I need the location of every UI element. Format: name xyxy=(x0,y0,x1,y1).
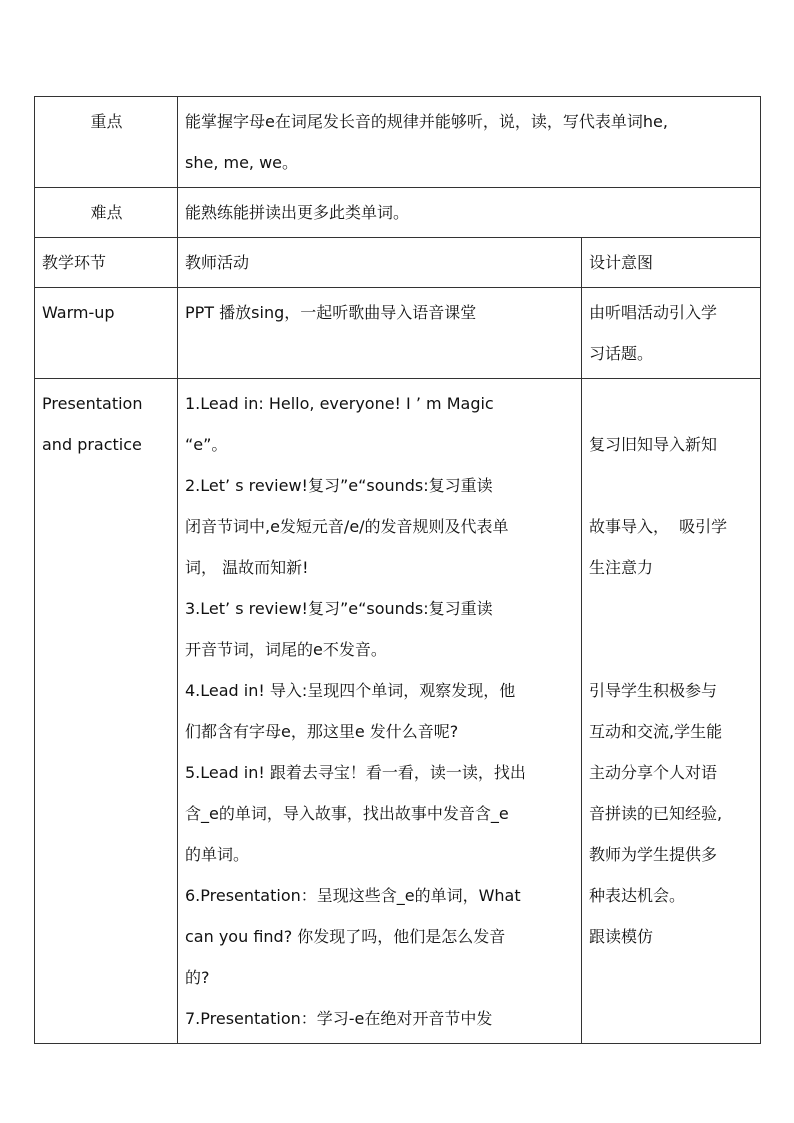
presentation-intent xyxy=(582,379,761,1044)
warmup-intent-line: 习话题。 xyxy=(589,344,654,363)
intent-story-line: 故事导入， 吸引学 xyxy=(589,517,728,536)
activity-line: 6.Presentation：呈现这些含_e的单词，What xyxy=(185,886,521,905)
difficulties-content: 能熟练能拼读出更多此类单词。 xyxy=(178,188,761,238)
header-activity: 教师活动 xyxy=(178,238,582,288)
presentation-stage-line: and practice xyxy=(42,435,142,454)
intent-guide-line: 音拼读的已知经验, xyxy=(589,804,723,823)
header-stage: 教学环节 xyxy=(35,238,178,288)
activity-line: 3.Let’ s review!复习”e“sounds:复习重读 xyxy=(185,599,493,618)
presentation-stage xyxy=(35,379,178,1044)
intent-guide-line: 互动和交流,学生能 xyxy=(589,722,723,741)
intent-story-line: 生注意力 xyxy=(589,558,654,577)
activity-line: 5.Lead in! 跟着去寻宝！看一看，读一读，找出 xyxy=(185,763,526,782)
activity-line: “e”。 xyxy=(185,435,228,454)
warmup-intent xyxy=(582,288,761,379)
activity-line: 闭音节词中,e发短元音/e/的发音规则及代表单 xyxy=(185,517,509,536)
warmup-activity: PPT 播放sing，一起听歌曲导入语音课堂 xyxy=(178,288,582,379)
activity-line: 的? xyxy=(185,968,210,987)
activity-line: 2.Let’ s review!复习”e“sounds:复习重读 xyxy=(185,476,493,495)
intent-guide-line: 教师为学生提供多 xyxy=(589,845,718,864)
warmup-intent-line: 由听唱活动引入学 xyxy=(589,303,718,322)
intent-guide-line: 引导学生积极参与 xyxy=(589,681,718,700)
activity-line: 开音节词，词尾的e不发音。 xyxy=(185,640,387,659)
activity-line: 4.Lead in! 导入:呈现四个单词，观察发现，他 xyxy=(185,681,516,700)
warmup-stage: Warm-up xyxy=(35,288,178,379)
key-points-content xyxy=(178,97,761,188)
activity-line: 1.Lead in: Hello, everyone! I ’ m Magic xyxy=(185,394,494,413)
activity-line: can you find? 你发现了吗，他们是怎么发音 xyxy=(185,927,506,946)
key-points-line: 能掌握字母e在词尾发长音的规律并能够听，说，读，写代表单词he, xyxy=(185,112,668,131)
activity-line: 含_e的单词，导入故事，找出故事中发音含_e xyxy=(185,804,509,823)
key-points-line: she, me, we。 xyxy=(185,153,299,172)
row-difficulties xyxy=(35,188,761,238)
header-intent: 设计意图 xyxy=(582,238,761,288)
activity-line: 7.Presentation：学习-e在绝对开音节中发 xyxy=(185,1009,493,1028)
presentation-activity xyxy=(178,379,582,1044)
row-key-points xyxy=(35,97,761,188)
lesson-plan-table xyxy=(34,96,761,1044)
row-warmup xyxy=(35,288,761,379)
intent-follow: 跟读模仿 xyxy=(589,927,654,946)
activity-line: 的单词。 xyxy=(185,845,250,864)
presentation-stage-line: Presentation xyxy=(42,394,143,413)
difficulties-label: 难点 xyxy=(35,188,178,238)
key-points-label: 重点 xyxy=(35,97,178,188)
row-presentation xyxy=(35,379,761,1044)
row-header xyxy=(35,238,761,288)
activity-line: 词， 温故而知新! xyxy=(185,558,309,577)
intent-guide-line: 种表达机会。 xyxy=(589,886,686,905)
intent-guide-line: 主动分享个人对语 xyxy=(589,763,718,782)
intent-review: 复习旧知导入新知 xyxy=(589,435,718,454)
activity-line: 们都含有字母e，那这里e 发什么音呢? xyxy=(185,722,459,741)
